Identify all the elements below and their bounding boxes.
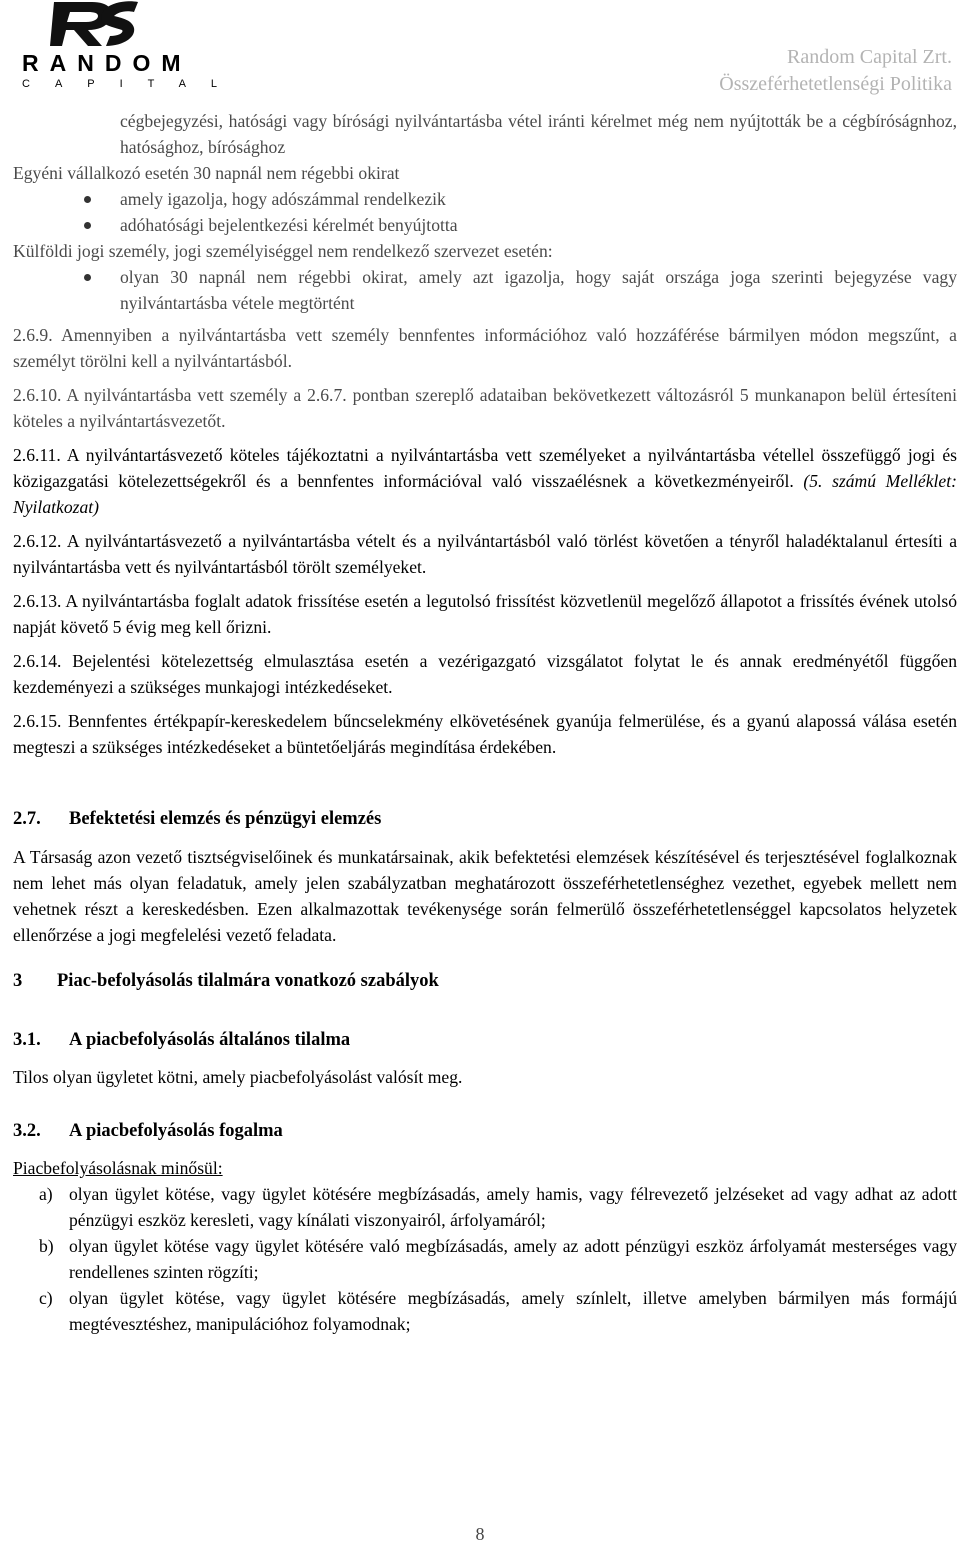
heading-2-7-number: 2.7. bbox=[13, 809, 41, 829]
heading-3-1-number: 3.1. bbox=[13, 1030, 41, 1050]
bullet-tax-number: amely igazolja, hogy adószámmal rendelkezik bbox=[13, 186, 957, 212]
logo-subtitle: CAPITAL bbox=[22, 78, 243, 90]
logo-wordmark: RANDOM bbox=[22, 50, 192, 76]
heading-2-7-title: Befektetési elemzés és pénzügyi elemzés bbox=[69, 809, 382, 829]
list-item-text: olyan ügylet kötése vagy ügylet kötésére való megbízásadás, amely az adott pénzügyi eszköz árfolyamát mesterséges vagy rendellenes szinten rögzíti; bbox=[69, 1236, 957, 1282]
list-item-text: olyan ügylet kötése, vagy ügylet kötésére megbízásadás, amely hamis, vagy félrevezető jelzéseket ad vagy adhat az adott pénzügyi eszköz keresleti, vagy kínálati viszonyairól, árfolyamáról; bbox=[69, 1184, 957, 1230]
paragraph-2-6-10: 2.6.10. A nyilvántartásba vett személy a 2.6.7. pontban szereplő adataiban bekövetkezett változásról 5 munkanapon belül értesíteni köteles a nyilvántartásvezetőt. bbox=[13, 385, 957, 431]
paragraph-2-6-11 bbox=[13, 442, 957, 520]
heading-3-1-title: A piacbefolyásolás általános tilalma bbox=[69, 1030, 351, 1050]
list-item-label: a) bbox=[39, 1184, 53, 1204]
company-logo bbox=[10, 0, 243, 96]
list-item bbox=[13, 1181, 957, 1233]
heading-3-2-title: A piacbefolyásolás fogalma bbox=[69, 1121, 283, 1141]
list-item-label: b) bbox=[39, 1236, 54, 1256]
list-item bbox=[13, 1233, 957, 1285]
paragraph-registration-note: cégbejegyzési, hatósági vagy bírósági nyilvántartásba vétel iránti kérelmet még nem nyújtották be a cégbíróságnhoz, hatósághoz, bírósághoz bbox=[120, 111, 957, 157]
list-item bbox=[13, 1285, 957, 1337]
paragraph-3-1: Tilos olyan ügyletet kötni, amely piacbefolyásolást valósít meg. bbox=[13, 1067, 463, 1087]
page-header bbox=[0, 0, 960, 100]
bullet-foreign-registration: olyan 30 napnál nem régebbi okirat, amely azt igazolja, hogy saját országa joga szerinti bejegyzése vagy nyilvántartásba vétele megtörtént bbox=[13, 264, 957, 316]
paragraph-2-6-13: 2.6.13. A nyilvántartásba foglalt adatok frissítése esetén a legutolsó frissítést közvetlenül megelőző állapotot a frissítés évének utolsó napját követő 5 évig meg kell őrizni. bbox=[13, 591, 957, 637]
heading-3-2 bbox=[13, 1118, 957, 1144]
paragraph-2-7: A Társaság azon vezető tisztségviselőinek és munkatársainak, akik befektetési elemzések készítésével és terjesztésével foglalkoznak nem lehet más olyan feladatuk, amely jelen szabályzatban meghatározott összeférhetetlenséghez vezethet, egyebek mellett nem vehetnek részt a kereskedésben. Ezen alkalmazottak tevékenysége során felmerülő összeférhetetlenséggel kapcsolatos helyzetek ellenőrzése a jogi megfelelési vezető feladata. bbox=[13, 847, 957, 945]
bullet-tax-registration: adóhatósági bejelentkezési kérelmét benyújtotta bbox=[13, 212, 957, 238]
heading-3-1 bbox=[13, 1027, 957, 1053]
heading-3-2-number: 3.2. bbox=[13, 1121, 41, 1141]
heading-2-7 bbox=[13, 806, 957, 832]
annex-reference: (5. számú Melléklet: Nyilatkozat) bbox=[13, 471, 957, 517]
heading-3 bbox=[13, 968, 957, 994]
definition-lead: Piacbefolyásolásnak minősül: bbox=[13, 1158, 223, 1178]
list-item-text: olyan ügylet kötése, vagy ügylet kötésére megbízásadás, amely színlelt, illetve amelyben bármilyen más formájú megtévesztéshez, manipulációhoz folyamodnak; bbox=[69, 1288, 957, 1334]
paragraph-2-6-14: 2.6.14. Bejelentési kötelezettség elmulasztása esetén a vezérigazgató vizsgálatot folytat le és annak eredményétől függően kezdeményezi a szükséges munkajogi intézkedéseket. bbox=[13, 651, 957, 697]
heading-3-number: 3 bbox=[13, 971, 23, 991]
logo-mark-icon bbox=[10, 0, 190, 50]
paragraph-2-6-11-text: 2.6.11. A nyilvántartásvezető köteles tájékoztatni a nyilvántartásba vett személyeket a nyilvántartásba vétellel összefüggő jogi és közigazgatási kötelezettségekről és a bennfentes információval való visszaélésnek a következményeiről. bbox=[13, 445, 957, 491]
header-info bbox=[719, 44, 952, 98]
paragraph-3-2-lead bbox=[13, 1155, 957, 1181]
heading-3-title: Piac-befolyásolás tilalmára vonatkozó szabályok bbox=[57, 971, 439, 991]
list-item-label: c) bbox=[39, 1288, 53, 1308]
document-body bbox=[13, 108, 957, 1337]
paragraph-2-6-9: 2.6.9. Amennyiben a nyilvántartásba vett személy bennfentes információhoz való hozzáférése bármilyen módon megszűnt, a személyt törölni kell a nyilvántartásból. bbox=[13, 325, 957, 371]
page-number: 8 bbox=[475, 1524, 485, 1544]
paragraph-foreign-entity: Külföldi jogi személy, jogi személyiséggel nem rendelkező szervezet esetén: bbox=[13, 241, 553, 261]
paragraph-2-6-15: 2.6.15. Bennfentes értékpapír-kereskedelem bűncselekmény elkövetésének gyanúja felmerülése, és a gyanú alapossá válása esetén megteszi a szükséges intézkedéseket a büntetőeljárás megindítása érdekében. bbox=[13, 711, 957, 757]
paragraph-2-6-12: 2.6.12. A nyilvántartásvezető a nyilvántartásba vételt és a nyilvántartásból való törlést követően a tényről haladéktalanul értesíti a nyilvántartásba vett és nyilvántartásból törölt személyeket. bbox=[13, 531, 957, 577]
header-document-title: Összeférhetetlenségi Politika bbox=[719, 73, 952, 95]
header-company: Random Capital Zrt. bbox=[787, 46, 952, 68]
paragraph-sole-trader: Egyéni vállalkozó esetén 30 napnál nem régebbi okirat bbox=[13, 163, 400, 183]
